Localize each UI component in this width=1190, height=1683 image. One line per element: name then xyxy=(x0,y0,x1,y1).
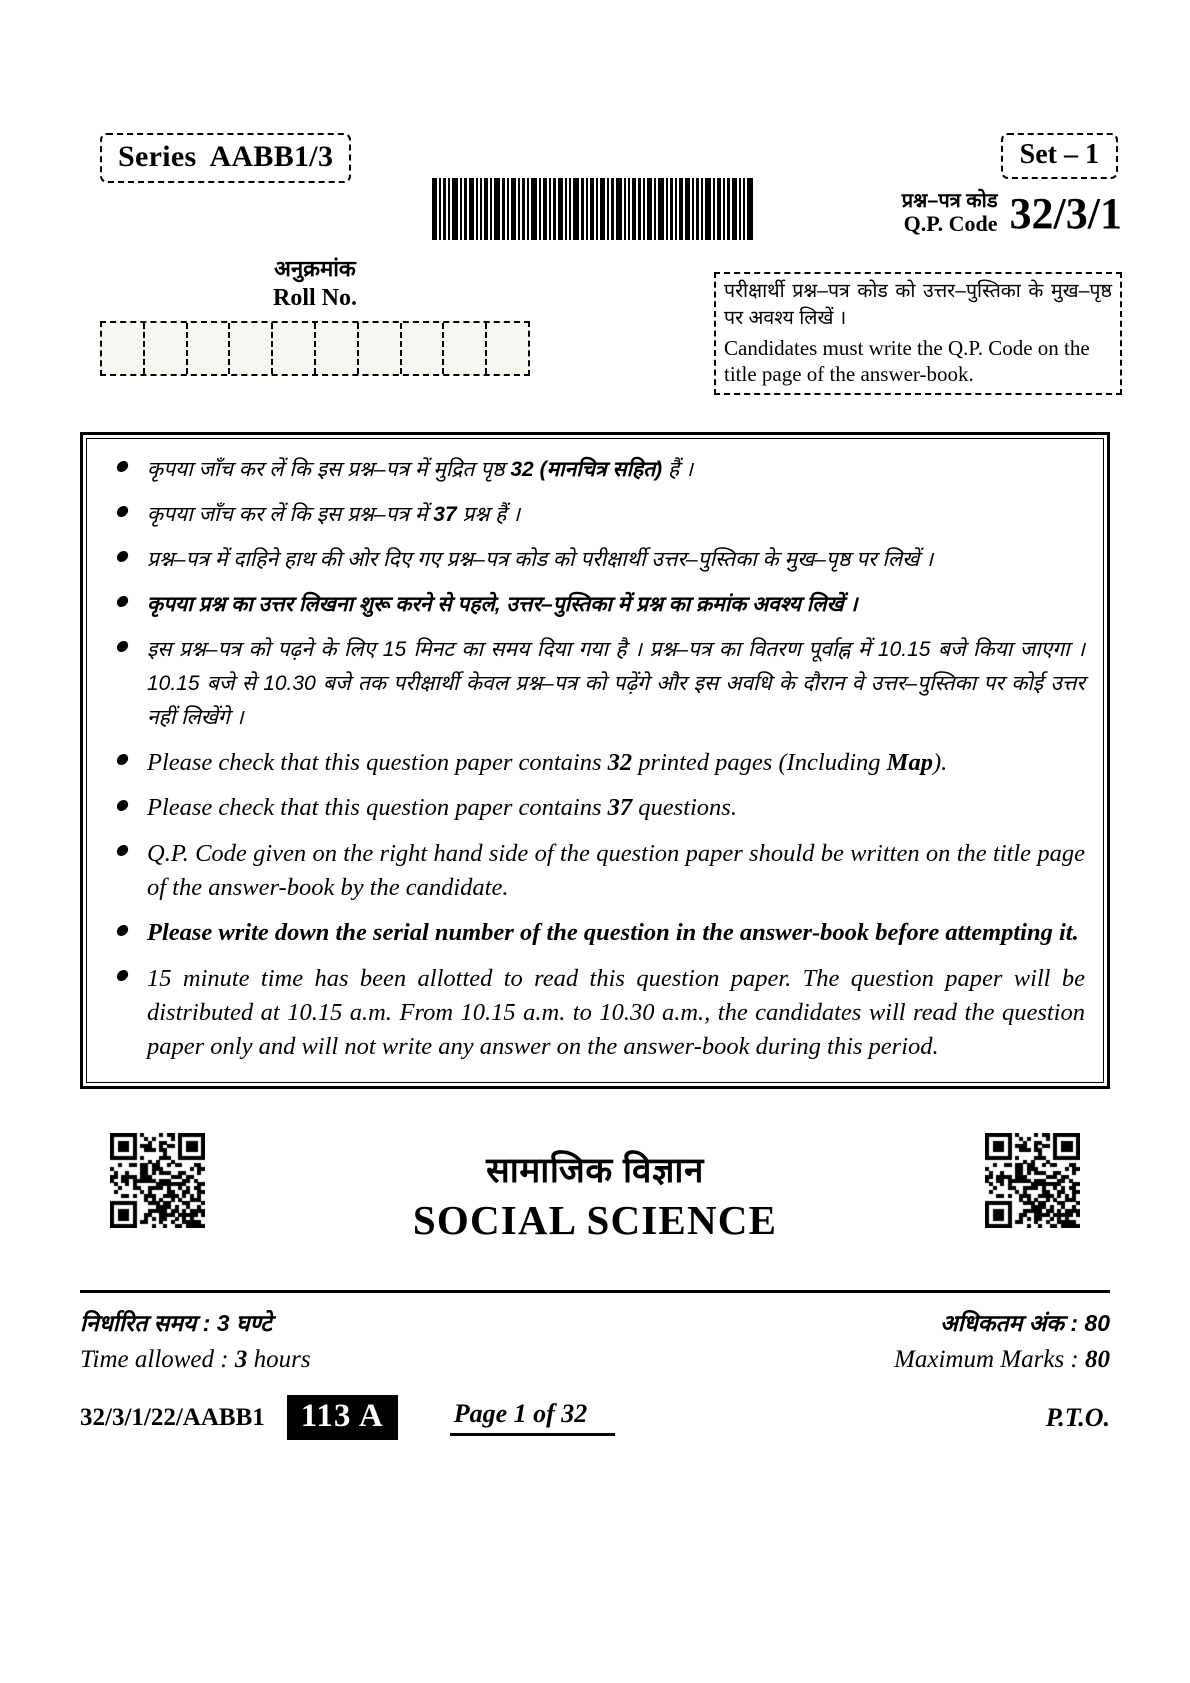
barcode-bar xyxy=(549,178,551,240)
time-allowed-hindi: निर्धारित समय : 3 घण्टे xyxy=(80,1310,272,1336)
instruction-item xyxy=(95,837,1085,906)
barcode-bar xyxy=(452,178,458,240)
instruction-item xyxy=(95,498,1085,532)
barcode-bar xyxy=(590,178,594,240)
barcode-bar xyxy=(713,178,715,240)
footer-divider xyxy=(80,1290,1110,1293)
roll-number-cell[interactable] xyxy=(359,323,402,374)
barcode-bar xyxy=(743,178,745,240)
roll-number-cell[interactable] xyxy=(487,323,528,374)
roll-number-cell[interactable] xyxy=(188,323,231,374)
roll-number-cell[interactable] xyxy=(444,323,487,374)
barcode-bar xyxy=(464,178,467,240)
barcode-bar xyxy=(476,178,478,240)
barcode-bar xyxy=(507,178,509,240)
barcode-bar xyxy=(502,178,505,240)
barcode-bar xyxy=(522,178,525,240)
barcode-bar xyxy=(527,178,529,240)
barcode-bar xyxy=(747,178,753,240)
barcode-bar xyxy=(480,178,482,240)
bullet-icon xyxy=(116,461,129,472)
instruction-item xyxy=(95,791,1085,825)
subject-title-english: SOCIAL SCIENCE xyxy=(412,1197,778,1243)
barcode-bar xyxy=(573,178,579,240)
barcode-bar xyxy=(543,178,547,240)
instruction-item xyxy=(95,916,1085,950)
subject-title-zone xyxy=(80,1128,1110,1278)
roll-number-cell[interactable] xyxy=(102,323,145,374)
qp-code-label-hindi: प्रश्न–पत्र कोड xyxy=(901,189,998,212)
barcode-bar xyxy=(666,178,668,240)
barcode-bar xyxy=(432,178,437,240)
barcode-bar xyxy=(739,178,741,240)
roll-number-cell[interactable] xyxy=(402,323,445,374)
bullet-icon xyxy=(116,641,129,652)
roll-number-block xyxy=(100,255,530,376)
barcode-bar xyxy=(600,178,605,240)
instruction-text: Please write down the serial number of the question in the answer-book before attempting it. xyxy=(147,919,1079,947)
barcode-bar xyxy=(692,178,694,240)
instruction-item xyxy=(95,453,1085,487)
barcode-bar xyxy=(553,178,556,240)
instructions-list xyxy=(95,453,1085,1064)
roll-label-english: Roll No. xyxy=(273,284,357,311)
barcode-bar xyxy=(494,178,500,240)
barcode-bar xyxy=(670,178,673,240)
barcode-bar xyxy=(643,178,645,240)
barcode-bar xyxy=(717,178,721,240)
page-footer-row xyxy=(80,1395,1110,1440)
roll-number-cell[interactable] xyxy=(145,323,188,374)
maximum-marks-english: Maximum Marks : 80 xyxy=(894,1346,1110,1373)
roll-number-cell[interactable] xyxy=(273,323,316,374)
instruction-text: प्रश्न–पत्र में दाहिने हाथ की ओर दिए गए प्रश्न–पत्र कोड को परीक्षार्थी उत्तर–पुस्तिका के मुख–पृष्ठ पर लिखें । xyxy=(147,548,934,572)
bullet-icon xyxy=(116,925,129,936)
qp-note-hindi: परीक्षार्थी प्रश्न–पत्र कोड को उत्तर–पुस्तिका के मुख–पृष्ठ पर अवश्य लिखें । xyxy=(724,280,1112,330)
barcode-bar xyxy=(611,178,614,240)
barcode-bar xyxy=(531,178,537,240)
page-number: Page 1 of 32 xyxy=(450,1399,616,1436)
barcode-bar xyxy=(518,178,520,240)
series-label: Series xyxy=(118,140,197,173)
qp-code-label-english: Q.P. Code xyxy=(903,211,998,237)
barcode-bar xyxy=(439,178,441,240)
page-header xyxy=(0,0,1190,386)
barcode-bar xyxy=(460,178,462,240)
barcode-bar xyxy=(469,178,474,240)
barcode-bar xyxy=(705,178,711,240)
paper-code: 32/3/1/22/AABB1 xyxy=(80,1403,265,1431)
instruction-item xyxy=(95,588,1085,622)
roll-label-hindi: अनुक्रमांक xyxy=(274,256,356,281)
barcode-bar xyxy=(569,178,571,240)
barcode-bar xyxy=(443,178,446,240)
maximum-marks-block xyxy=(894,1306,1110,1374)
barcode-bar xyxy=(628,178,630,240)
set-label: Set – 1 xyxy=(1019,139,1099,170)
barcode-bar xyxy=(539,178,541,240)
barcode-bar xyxy=(596,178,598,240)
barcode-bar xyxy=(675,178,677,240)
code-badge: 113 A xyxy=(287,1395,398,1440)
instruction-item xyxy=(95,543,1085,577)
barcode-bar xyxy=(647,178,652,240)
instruction-item xyxy=(95,746,1085,780)
barcode-bar xyxy=(586,178,588,240)
set-box xyxy=(1001,133,1118,179)
roll-number-input-grid[interactable] xyxy=(100,321,530,376)
instructions-inner-border xyxy=(86,438,1104,1083)
barcode-bar xyxy=(581,178,584,240)
bullet-icon xyxy=(116,800,129,811)
instruction-item xyxy=(95,962,1085,1065)
series-value: AABB1/3 xyxy=(209,140,334,173)
qp-note-english: Candidates must write the Q.P. Code on the title page of the answer-book. xyxy=(724,335,1090,386)
barcode-bar xyxy=(616,178,622,240)
roll-number-cell[interactable] xyxy=(230,323,273,374)
barcode-bar xyxy=(696,178,699,240)
barcode-bar xyxy=(558,178,563,240)
barcode-bar xyxy=(732,178,737,240)
barcode-bar xyxy=(448,178,450,240)
qp-code-block xyxy=(902,188,1122,239)
instruction-text: 15 minute time has been allotted to read this question paper. The question paper will be distributed at 10.15 a.m. From 10.15 a.m. to 10.30 a.m., the candidates will read the question paper only and will not write any answer on the answer-book during this period. xyxy=(147,964,1085,1061)
barcode-bar xyxy=(638,178,641,240)
barcode-bar xyxy=(607,178,609,240)
barcode-bar xyxy=(490,178,492,240)
qp-code-value: 32/3/1 xyxy=(1009,189,1122,238)
bullet-icon xyxy=(116,970,129,981)
time-and-marks-row xyxy=(80,1306,1110,1374)
instruction-text: Please check that this question paper contains 37 questions. xyxy=(147,794,737,822)
instruction-text: Q.P. Code given on the right hand side of the question paper should be written on the title page of the answer-book by the candidate. xyxy=(147,839,1085,901)
barcode-bar xyxy=(484,178,488,240)
time-allowed-block xyxy=(80,1306,311,1374)
instruction-text: इस प्रश्न–पत्र को पढ़ने के लिए 15 मिनट का समय दिया गया है । प्रश्न–पत्र का वितरण पूर्वाह्न में 10.15 बजे किया जाएगा । 10.15 बजे से 10.30 बजे तक परीक्षार्थी केवल प्रश्न–पत्र को पढ़ेंगे और इस अवधि के दौरान वे उत्तर–पुस्तिका पर कोई उत्तर नहीं लिखेंगे । xyxy=(147,638,1085,730)
subject-title-hindi: सामाजिक विज्ञान xyxy=(486,1151,704,1190)
barcode-bar xyxy=(727,178,730,240)
barcode-bar xyxy=(679,178,683,240)
bullet-icon xyxy=(116,551,129,562)
qp-code-instruction-box xyxy=(714,272,1122,395)
bullet-icon xyxy=(116,596,129,607)
barcode-bar xyxy=(654,178,656,240)
qp-code-labels xyxy=(902,190,998,237)
instruction-text: Please check that this question paper contains 32 printed pages (Including Map). xyxy=(147,749,948,777)
barcode-bar xyxy=(658,178,664,240)
barcode-bar xyxy=(632,178,636,240)
bullet-icon xyxy=(116,506,129,517)
barcode-bar xyxy=(565,178,567,240)
barcode-bar xyxy=(624,178,626,240)
instruction-text: कृपया प्रश्न का उत्तर लिखना शुरू करने से पहले, उत्तर–पुस्तिका में प्रश्न का क्रमांक अवश्य लिखें । xyxy=(147,593,858,617)
barcode-bar xyxy=(701,178,703,240)
barcode-bar xyxy=(511,178,516,240)
time-allowed-english: Time allowed : 3 hours xyxy=(80,1346,311,1373)
barcode-bar xyxy=(685,178,690,240)
bullet-icon xyxy=(116,754,129,765)
instructions-box xyxy=(80,432,1110,1089)
bullet-icon xyxy=(116,845,129,856)
instruction-item xyxy=(95,633,1085,735)
series-box xyxy=(100,133,351,183)
maximum-marks-hindi: अधिकतम अंक : 80 xyxy=(940,1310,1110,1336)
pto-label: P.T.O. xyxy=(1045,1402,1110,1432)
instruction-text: कृपया जाँच कर लें कि इस प्रश्न–पत्र में मुद्रित पृष्ठ 32 (मानचित्र सहित) हैं । xyxy=(147,458,693,481)
barcode xyxy=(432,178,755,240)
instruction-text: कृपया जाँच कर लें कि इस प्रश्न–पत्र में 37 प्रश्न हैं । xyxy=(147,503,521,527)
barcode-bar xyxy=(723,178,725,240)
roll-number-cell[interactable] xyxy=(316,323,359,374)
